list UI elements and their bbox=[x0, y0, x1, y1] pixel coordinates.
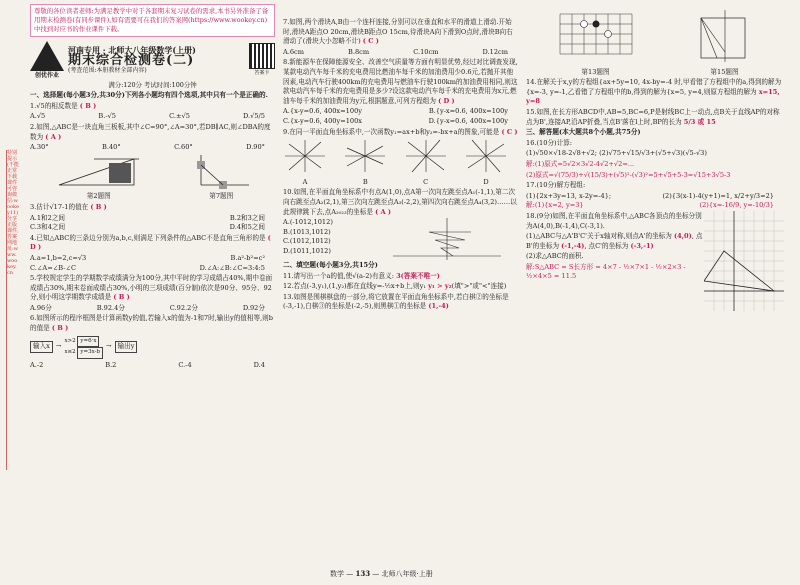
question-14: 14.在解关于x,y的方程组{ax+5y=10, 4x-by=-4 时,甲看错了方程组中的a,得到的解为{x=-3, y=-1,乙看错了方程组中的b,得到的解为{x=5, y=4,则原方程组的解为 x=15, y=8 bbox=[526, 78, 782, 106]
q16-solution-1: 解:(1)原式=5√2×3√2-4√2+√2=... bbox=[526, 159, 635, 168]
question-15: 15.如图,在长方形ABCD中,AB=5,BC=6,P是射线BC上一动点,点B关于直线AP的对称点为B',连接AP,沿AP折叠,当点B'落在l上时,BP的长为 5/3 或 15 bbox=[526, 107, 780, 126]
exam-title: 期末综合检测卷(二) bbox=[68, 53, 195, 68]
coordinate-grid bbox=[704, 211, 784, 311]
question-8: 8.新能源车在保障能源安全、改善空气质量等方面有明显优势,经过对比调查发现,某款电动汽车每千米的充电费用比燃油车每千米的加油费用少0.6元,若抛开其他因素,电动汽车行驶400km的充电费用与燃油车行驶100km的加油费用相同,则这款电动汽车每千米的充电费用是多少?设这款电动汽车每千米的充电费用为x元,燃油车每千米的加油费用为y元,根据题意,可列方程组为 ( D ) bbox=[283, 58, 518, 105]
rectangle-fold-figure bbox=[695, 8, 755, 64]
question-7: 7.如图,两个滑块A,B由一个连杆连接,分别可以在垂直和水平的滑道上滑动.开始时,滑块A距点O 20cm,滑块B距点O 15cm,待滑块A向下滑到O点时,滑块B向右滑动了(滑块大小忽略不计) ( C ) bbox=[283, 18, 513, 46]
figures-2-7 bbox=[30, 153, 275, 202]
question-4: 4.已知△ABC的三条边分别为a,b,c,则满足下列条件的△ABC不是直角三角形的是 ( D ) bbox=[30, 233, 271, 252]
q1-options: A.√5 B.-√5 C.±√5 D.√5/5 bbox=[30, 112, 265, 121]
q3-options-a: A.1和2之间 B.2和3之间 bbox=[30, 213, 265, 222]
notice-box: 尊敬的各位读者老师:为满足教学中对于各套期末复习试卷的需求,本书另外准备了备用期末检测卷(有同步课件),如有需要可在我们的答案网(https://www.wookey.cn)中找到对应书的作业课件下载。 bbox=[30, 4, 275, 37]
fig7-caption: 第7题图 bbox=[209, 192, 234, 201]
q18-part1: (1)△ABC与△A'B'C'关于x轴对称,则点A'的坐标为 (4,0), 点B'的坐标为 (-1,-4), 点C'的坐标为 (-3,-1) bbox=[526, 232, 703, 250]
exam-header bbox=[30, 41, 275, 81]
section2-title: 二、填空题(每小题3分,共15分) bbox=[283, 261, 378, 270]
q16-solution-2: (2)原式=√(75/3)+√(15/3)+(√5)²-(√3)²=5+√5+5-3=√15+3√5-3 bbox=[526, 170, 731, 179]
q3-options-b: C.3和4之间 D.4和5之间 bbox=[30, 223, 265, 232]
q9-graphs: A B C D bbox=[283, 138, 518, 187]
question-16: 16.(10分)计算: bbox=[526, 138, 573, 147]
score-line: 满分:120分 考试时间:100分钟 bbox=[108, 80, 197, 89]
question-12: 12.若点(-3,y₁),(1,y₂)都在直线y=-½x+b上,则y₁ y₁ > y₂(填">"或"<"连接) bbox=[283, 282, 507, 291]
fig13-caption: 第13题图 bbox=[581, 67, 610, 76]
graph-d bbox=[464, 138, 508, 174]
jump-figure bbox=[393, 218, 503, 260]
q5-options: A.96分 B.92.4分 C.92.2分 D.92分 bbox=[30, 303, 265, 312]
figures-13-15 bbox=[526, 8, 784, 77]
fig2-caption: 第2题图 bbox=[86, 192, 111, 201]
q17-problems: (1){2x+3y=13, x-2y=-4}; (2){3(x-1)-4(y+1)=1, x/2+y/3=2} bbox=[526, 191, 774, 200]
qr-label: 答案卡 bbox=[254, 70, 270, 76]
triangle-figure bbox=[54, 153, 144, 189]
q10-block: A.(-1012,1012) B.(1013,1012) C.(1012,1012) D.(1011,1012) bbox=[283, 218, 518, 260]
q8-options-b: C.{x-y=0.6, 400y=100x D.{y-x=0.6, 400x=100y bbox=[283, 116, 508, 125]
q8-options-a: A.{x-y=0.6, 400x=100y B.{y-x=0.6, 400x=100y bbox=[283, 107, 508, 116]
q18-part2: (2)求△ABC的面积. bbox=[526, 252, 584, 261]
column-left bbox=[30, 0, 275, 585]
question-3: 3.估计√17-1的值在 ( B ) bbox=[30, 202, 107, 211]
flowchart: 输入x → x>2 y=6·x x≤2 y=3x-b → 输出y bbox=[30, 336, 275, 359]
section1-title: 一、选择题(每小题3分,共30分)下列各小题均有四个选项,其中只有一个是正确的. bbox=[30, 91, 268, 100]
graph-a bbox=[283, 138, 327, 174]
qr-code[interactable] bbox=[249, 43, 275, 79]
q4-options-a: A.a=1,b=2,c=√3 B.a²-b²=c² bbox=[30, 253, 265, 262]
page-footer: 数学 — 133 — 北师八年级·上册 bbox=[330, 569, 433, 578]
question-6: 6.如图所示的程序框图是计算函数y的值,若输入x的值为-1和7时,输出y的值相等,则b的值是 ( B ) bbox=[30, 314, 273, 333]
question-18: 18.(9分)如图,在平面直角坐标系中,△ABC各顶点的坐标分别为A(4,0),B(-1,4),C(-3,1). bbox=[526, 211, 702, 230]
question-13: 13.如图是围棋棋盘的一部分,将它放置在平面直角坐标系中,若白棋②的坐标是(-3,-1),白棋③的坐标是(-2,-5),则黑棋①的坐标是 (1,-4) bbox=[283, 292, 509, 311]
brand-text: 创优作业 bbox=[34, 72, 59, 79]
q2-options: A.30° B.40° C.60° D.90° bbox=[30, 143, 265, 152]
question-2: 2.如图,△ABC是一块直角三板板,其中∠C=90°,∠A=30°,若DB∥AC,则∠DBA的度数为 ( A ) bbox=[30, 122, 271, 141]
column-middle bbox=[283, 0, 518, 585]
question-5: 5.学校规定学生的学期数学成绩满分为100分,其中平时的学习成绩占40%,期中卷面成绩占30%,期末卷面成绩占30%,小明的三项成绩(百分制)依次是90分、95分、92分,则小明这学期数学成绩是 ( B ) bbox=[30, 274, 273, 302]
graph-c bbox=[404, 138, 448, 174]
question-11: 11.请写出一个a的值,使√(a-2)有意义: 3(答案不唯一) bbox=[283, 271, 440, 280]
question-17: 17.(10分)解方程组: bbox=[526, 181, 586, 190]
q18-block bbox=[526, 211, 784, 311]
question-1: 1.√5的相反数是 ( B ) bbox=[30, 101, 97, 110]
q6-options: A.-2 B.2 C.-4 D.4 bbox=[30, 360, 265, 369]
side-watermark: 特别提示(不能正常下载课件可咨询微信:wookey11)分享正版课件,答案网地址:www.wookey.cn bbox=[6, 150, 19, 470]
go-board bbox=[556, 8, 636, 64]
slider-figure bbox=[191, 153, 251, 189]
question-10: 10.如图,在平面直角坐标系中有点A(1,0),点A第一次向左跳至点A₁(-1,1),第二次向右跳至点A₂(2,1),第三次向左跳至点A₃(-2,2),第四次向右跳至点A₄(3,2)……以此规律跳下去,点A₂₀₂₃的坐标是 ( A ) bbox=[283, 188, 517, 216]
graph-b bbox=[343, 138, 387, 174]
column-right bbox=[526, 0, 784, 585]
q18-solution: 解:S△ABC = S长方形 = 4×7 - ½×7×1 - ½×2×3 - ½×4×5 = 11.5 bbox=[526, 262, 686, 281]
q4-options-b: C.∠A=∠B-∠C D.∠A:∠B:∠C=3:4:5 bbox=[30, 263, 265, 272]
section3-title: 三、解答题(本大题共8个小题,共75分) bbox=[526, 128, 641, 137]
fig15-caption: 第15题图 bbox=[710, 67, 739, 76]
q7-options: A.6cm B.8cm C.10cm D.12cm bbox=[283, 47, 508, 56]
q16-problems: (1)√50×√18-2√8+√2; (2)√75+√15/√3+(√5+√3)(√5-√3) bbox=[526, 149, 707, 158]
brand-logo bbox=[30, 41, 64, 81]
series-title: 河南专用 · 北师大八年级数学(上册) bbox=[68, 45, 196, 56]
scope-text: (考查范围:本册教材全部内容) bbox=[68, 66, 147, 74]
question-9: 9.在同一平面直角坐标系中,一次函数y₁=ax+b和y₂=-bx+a的图象,可能是 ( C ) bbox=[283, 127, 518, 136]
q17-solutions: 解:(1){x=2, y=3} (2){x=-16/9, y=-10/3} bbox=[526, 201, 774, 210]
